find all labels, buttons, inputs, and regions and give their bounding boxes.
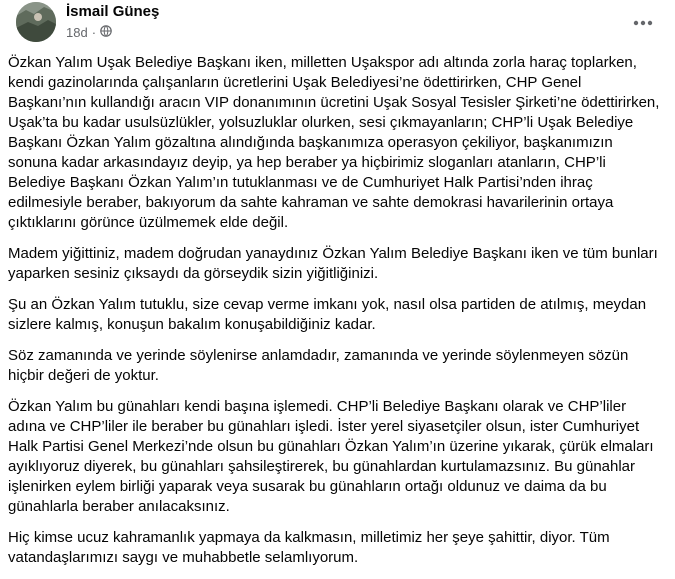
post-paragraph: Özkan Yalım Uşak Belediye Başkanı iken, milletten Uşakspor adı altında zorla haraç toplarken, kendi gazinolarında çalışanların ücretlerini Uşak Belediyesi’ne ödettirirken, CHP Genel Başkanı’nın kullandığı aracın VIP donanımının ücretini Uşak Sosyal Tesisler Şirketi’ne ödettirirken, Uşak’ta bu kadar usulsüzlükler, yolsuzluklar olurken, sesi çıkmayanların; CHP’li Uşak Belediye Başkanı Özkan Yalım gözaltına alındığında başkanımıza operasyon çekiliyor, başkanımızın sonuna kadar arkasındayız deyip, ya hep beraber ya hiçbirimiz sloganları atanların, CHP’li Belediye Başkanı Özkan Yalım’ın tutuklanması ve de Cumhuriyet Halk Partisi’nden ihraç edilmesiyle beraber, bakıyorum da sahte kahraman ve sahte demokrasi havarilerinin ortaya çıktıklarını görünce üzülmemek elde değil. <box>8 54 660 231</box>
avatar[interactable] <box>16 2 56 42</box>
post-paragraph: Özkan Yalım bu günahları kendi başına işlemedi. CHP’li Belediye Başkanı olarak ve CHP’liler adına ve CHP’liler ile beraber bu günahları işledi. İster yerel siyasetçiler olsun, ister Cumhuriyet Halk Partisi Genel Merkezi’nde olsun bu günahları Özkan Yalım’ın üzerine yıkarak, çürük elmaları ayıklıyoruz diyerek, bu günahları şahsileştirerek, bu günahlardan kurtulamazsınız. Bu günahlar işlenirken eylem birliği yaparak veya susarak bu günahların ortağı oldunuz ve daima da bu günahlarla beraber anılacaksınız. <box>8 398 654 515</box>
globe-icon <box>100 25 112 40</box>
post-paragraph: Söz zamanında ve yerinde söylenirse anlamdadır, zamanında ve yerinde söylenmeyen sözün hiçbir değeri de yoktur. <box>8 347 629 384</box>
post-body <box>8 53 663 579</box>
post-meta <box>66 25 112 40</box>
post-header <box>8 0 667 50</box>
more-horizontal-icon <box>633 13 653 31</box>
post-paragraph: Şu an Özkan Yalım tutuklu, size cevap verme imkanı yok, nasıl olsa partiden de atılmış, meydan sizlere kalmış, konuşun bakalım konuşabildiğiniz kadar. <box>8 296 647 333</box>
more-options-button[interactable] <box>627 6 659 38</box>
post-paragraph: Hiç kimse ucuz kahramanlık yapmaya da kalkmasın, milletimiz her şeye şahittir, diyor. Tüm vatandaşlarımızı saygı ve muhabbetle selamlıyorum. <box>8 529 610 566</box>
meta-separator: · <box>91 25 97 40</box>
author-name[interactable]: İsmail Güneş <box>66 3 160 20</box>
avatar-photo <box>16 2 56 42</box>
post-paragraph: Madem yiğittiniz, madem doğrudan yanaydınız Özkan Yalım Belediye Başkanı iken ve tüm bunları yaparken sesiniz çıksaydı da görseydik sizin yiğitliğinizi. <box>8 245 658 282</box>
post-time[interactable]: 18d <box>66 25 88 40</box>
